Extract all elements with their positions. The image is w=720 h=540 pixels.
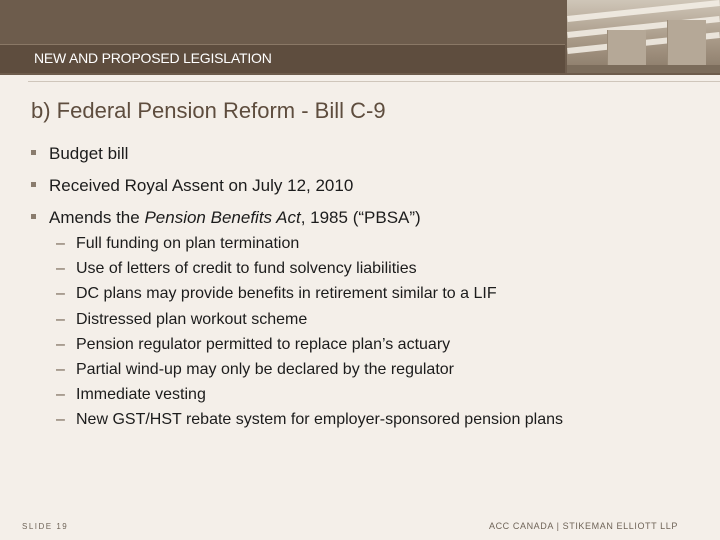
section-title: NEW AND PROPOSED LEGISLATION xyxy=(34,50,272,66)
sub-bullet-text: Full funding on plan termination xyxy=(76,235,300,252)
sub-bullet-item xyxy=(56,359,563,384)
dash-marker: – xyxy=(56,335,65,353)
header-photo xyxy=(567,0,720,73)
bullet-text-suffix: , 1985 (“PBSA”) xyxy=(300,208,421,227)
slide-number: SLIDE 19 xyxy=(22,522,69,531)
square-bullet-icon xyxy=(31,182,36,187)
title-divider xyxy=(28,81,720,82)
dash-marker: – xyxy=(56,260,65,278)
sub-bullet-item xyxy=(56,334,563,359)
sub-bullet-item xyxy=(56,258,563,283)
dash-marker: – xyxy=(56,360,65,378)
bullet-text: Budget bill xyxy=(49,144,129,163)
footer-firm: ACC CANADA | STIKEMAN ELLIOTT LLP xyxy=(488,521,678,531)
sub-bullet-list xyxy=(56,233,563,435)
sub-bullet-item xyxy=(56,283,563,308)
sub-bullet-item xyxy=(56,409,563,434)
photo-shade xyxy=(567,65,720,73)
sub-bullet-text: Distressed plan workout scheme xyxy=(76,310,308,328)
bullet-item xyxy=(31,173,421,205)
dash-marker: – xyxy=(56,411,65,429)
sub-bullet-item xyxy=(56,233,563,258)
square-bullet-icon xyxy=(31,150,36,155)
bullet-list xyxy=(31,141,421,237)
dash-marker: – xyxy=(56,285,65,303)
sub-bullet-text: New GST/HST rebate system for employer-sponsored pension plans xyxy=(76,411,564,429)
sub-bullet-text: Use of letters of credit to fund solvency liabilities xyxy=(76,260,417,278)
sub-bullet-text: Partial wind-up may only be declared by the regulator xyxy=(76,360,454,378)
square-bullet-icon xyxy=(31,214,36,219)
bullet-text: Received Royal Assent on July 12, 2010 xyxy=(49,176,354,195)
sub-bullet-text: Pension regulator permitted to replace plan’s actuary xyxy=(76,335,451,353)
dash-marker: – xyxy=(56,386,65,404)
sub-bullet-item xyxy=(56,384,563,409)
sub-bullet-item xyxy=(56,309,563,334)
slide-title: b) Federal Pension Reform - Bill C-9 xyxy=(31,98,386,123)
dash-marker: – xyxy=(56,310,65,328)
sub-bullet-text: Immediate vesting xyxy=(76,386,206,404)
bullet-item xyxy=(31,141,421,173)
dash-marker: – xyxy=(56,235,65,252)
sub-bullet-text: DC plans may provide benefits in retirement similar to a LIF xyxy=(76,285,497,303)
act-name: Pension Benefits Act xyxy=(144,208,301,227)
bullet-text-prefix: Amends the xyxy=(49,208,145,227)
